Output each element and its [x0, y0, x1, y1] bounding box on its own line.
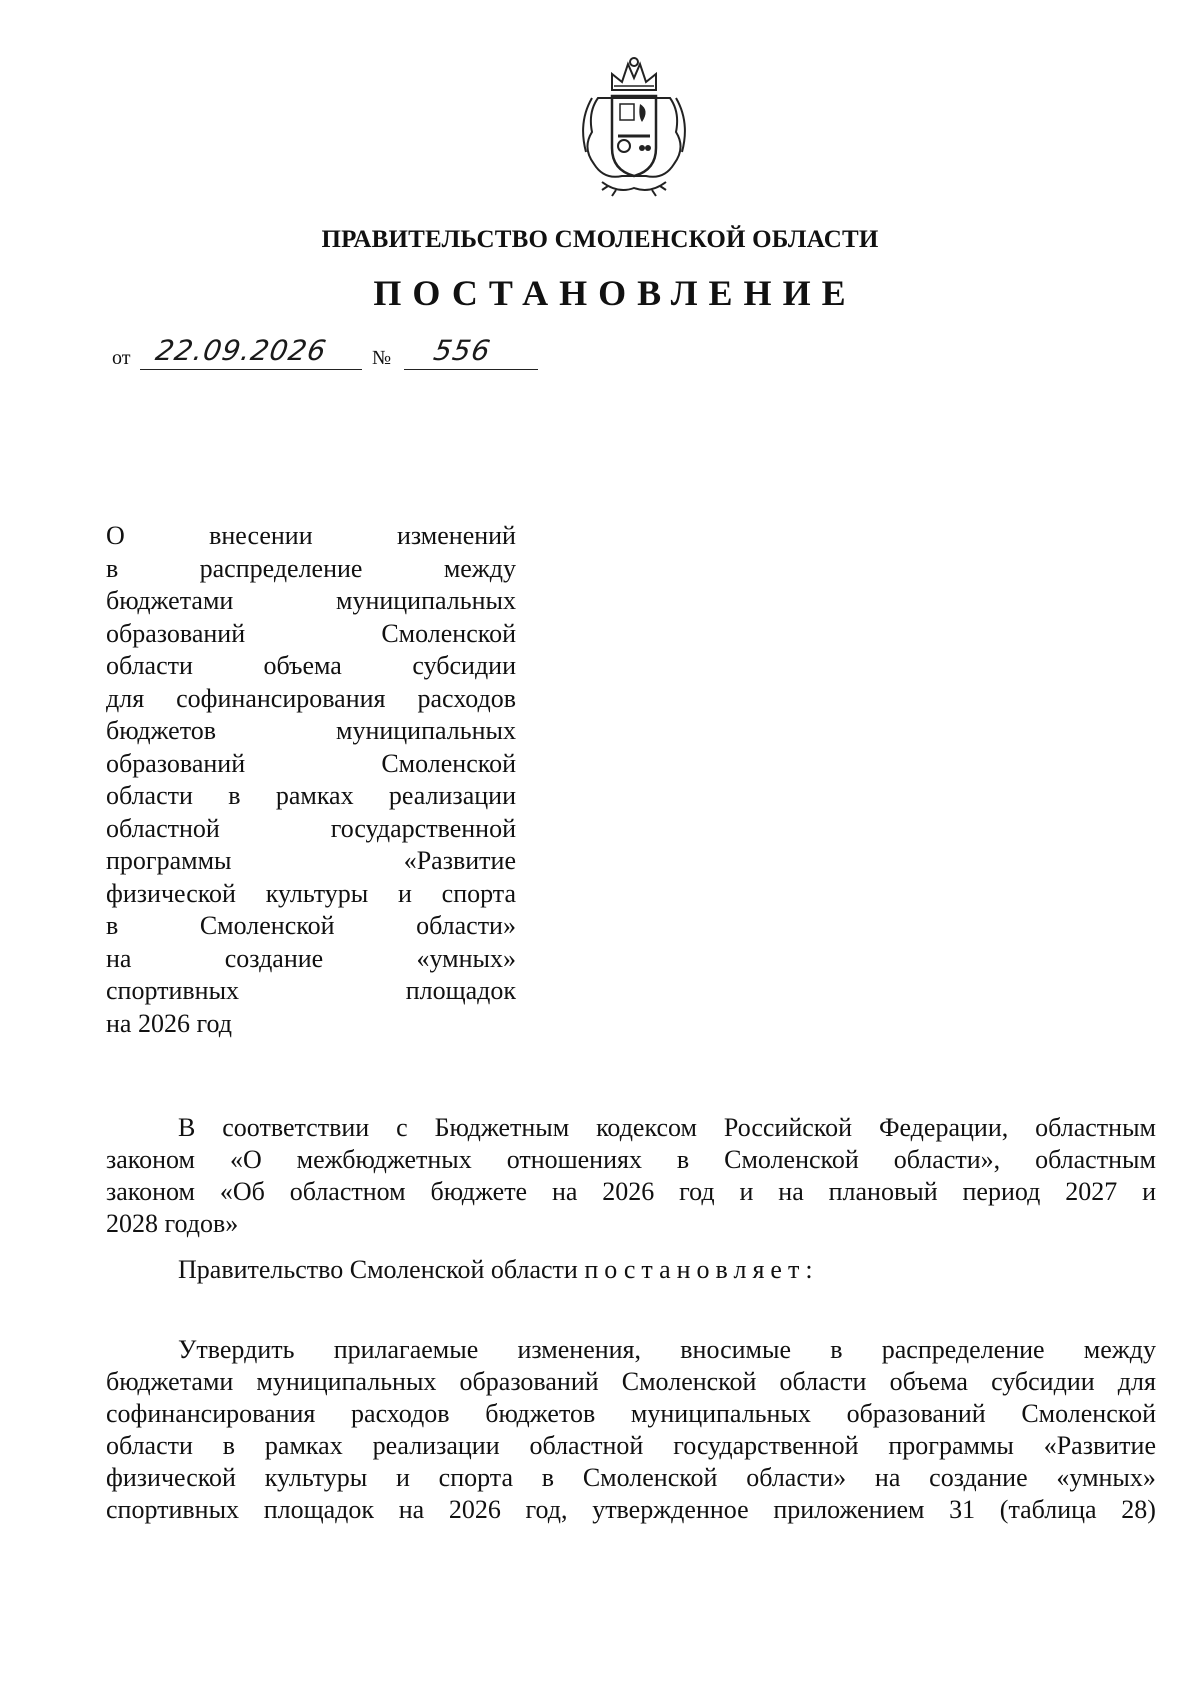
preamble-word: Российской — [723, 1113, 853, 1142]
body-word: физической — [106, 1463, 236, 1492]
subject-line — [106, 910, 516, 943]
subject-word: на — [106, 943, 132, 973]
subject-line — [106, 813, 516, 846]
body-word: между — [1083, 1335, 1156, 1364]
subject-line — [106, 878, 516, 911]
handwritten-date: 22.09.2026 — [153, 334, 330, 367]
body-line — [106, 1334, 1156, 1366]
subject-word: государственной — [330, 813, 516, 843]
document-type-title: ПОСТАНОВЛЕНИЕ — [373, 273, 857, 313]
body-word: изменения, — [517, 1335, 642, 1364]
subject-word: бюджетов — [106, 716, 217, 745]
preamble-line — [106, 1112, 1156, 1144]
subject-word: программы — [106, 846, 232, 875]
body-word: бюджетов — [485, 1399, 596, 1428]
body-word: области» — [746, 1463, 847, 1492]
subject-word: образований — [106, 618, 246, 648]
subject-word: софинансирования — [176, 683, 386, 713]
body-word: области — [106, 1431, 193, 1460]
body-word: рамках — [264, 1431, 343, 1460]
body-word: «умных» — [1056, 1463, 1156, 1492]
body-word: субсидии — [991, 1367, 1095, 1396]
body-line — [106, 1494, 1156, 1526]
subject-word: культуры — [265, 878, 369, 908]
preamble-line — [106, 1208, 1156, 1240]
body-word: на — [874, 1463, 901, 1492]
resolves-paragraph — [106, 1254, 1156, 1286]
preamble-word: и — [739, 1177, 754, 1206]
body-word: распределение — [881, 1335, 1045, 1364]
body-word: области — [779, 1367, 867, 1396]
body-word: 2026 — [448, 1495, 501, 1524]
body-line — [106, 1366, 1156, 1398]
resolves-verb: постановляет: — [584, 1255, 819, 1284]
preamble-word: на — [778, 1177, 804, 1206]
subject-word: для — [106, 683, 145, 713]
body-word: и — [395, 1463, 410, 1492]
subject-word: муниципальных — [335, 586, 516, 615]
subject-line — [106, 683, 516, 716]
body-word: программы — [888, 1431, 1014, 1460]
subject-word: между — [443, 553, 516, 583]
subject-line — [106, 553, 516, 586]
subject-line — [106, 618, 516, 651]
subject-word: рамках — [275, 781, 354, 810]
body-word: областной — [529, 1431, 644, 1460]
preamble-word: и — [1142, 1177, 1156, 1206]
preamble-word: В — [178, 1113, 196, 1142]
subject-word: изменений — [396, 521, 516, 550]
subject-line — [106, 845, 516, 878]
preamble-word: 2027 — [1065, 1177, 1118, 1206]
subject-word: спортивных — [106, 976, 240, 1005]
subject-word: области» — [416, 911, 516, 940]
subject-word: Смоленской — [381, 618, 516, 648]
preamble-word: межбюджетных — [296, 1145, 472, 1174]
body-line — [106, 1430, 1156, 1462]
body-word: для — [1117, 1367, 1156, 1396]
preamble-word: плановый — [828, 1177, 938, 1206]
body-word: «Развитие — [1043, 1431, 1156, 1460]
body-word: бюджетами — [106, 1367, 234, 1396]
subject-block — [106, 520, 516, 1040]
subject-word: муниципальных — [335, 716, 516, 745]
body-word: муниципальных — [630, 1399, 811, 1428]
resolves-line — [106, 1254, 1156, 1286]
preamble-word: законом — [106, 1177, 195, 1206]
subject-line — [106, 585, 516, 618]
body-word: спорта — [438, 1463, 513, 1492]
body-word: Смоленской — [621, 1367, 757, 1396]
body-word: год, — [525, 1495, 568, 1524]
subject-word: О — [106, 521, 125, 550]
body-word: объема — [889, 1367, 968, 1396]
subject-line — [106, 650, 516, 683]
subject-word: области — [106, 781, 193, 810]
preamble-word: Смоленской — [724, 1145, 859, 1174]
preamble-word: «О — [229, 1145, 262, 1174]
preamble-word: с — [396, 1113, 408, 1142]
body-word: в — [541, 1463, 555, 1492]
subject-word: субсидии — [412, 651, 516, 680]
preamble-word: 2026 — [602, 1177, 655, 1206]
body-word: муниципальных — [256, 1367, 437, 1396]
body-paragraph — [106, 1334, 1156, 1526]
government-title: ПРАВИТЕЛЬСТВО СМОЛЕНСКОЙ ОБЛАСТИ — [321, 226, 879, 253]
subject-line — [106, 1008, 516, 1041]
preamble-word: 2028 годов» — [106, 1209, 239, 1238]
subject-word: расходов — [417, 683, 516, 713]
subject-word: в — [228, 781, 241, 810]
subject-line — [106, 780, 516, 813]
preamble-line — [106, 1144, 1156, 1176]
body-word: софинансирования — [106, 1399, 316, 1428]
body-word: образований — [846, 1399, 986, 1428]
body-word: образований — [459, 1367, 599, 1396]
subject-word: «умных» — [416, 943, 516, 973]
body-word: Утвердить — [178, 1335, 295, 1364]
emblem-icon — [568, 52, 700, 200]
subject-word: в — [106, 553, 119, 583]
subject-word: бюджетами — [106, 586, 234, 615]
date-from-label: от — [112, 347, 131, 369]
subject-line — [106, 975, 516, 1008]
subject-line — [106, 520, 516, 553]
body-line — [106, 1462, 1156, 1494]
body-word: утвержденное — [592, 1495, 749, 1524]
preamble-paragraph — [106, 1112, 1156, 1240]
subject-word: объема — [263, 651, 342, 680]
body-word: культуры — [264, 1463, 368, 1492]
preamble-word: областным — [1035, 1145, 1156, 1174]
body-word: реализации — [372, 1431, 500, 1460]
body-line — [106, 1398, 1156, 1430]
body-word: спортивных — [106, 1495, 240, 1524]
subject-word: и — [397, 878, 412, 908]
preamble-word: Бюджетным — [434, 1113, 570, 1142]
subject-word: образований — [106, 748, 246, 778]
subject-line — [106, 715, 516, 748]
body-word: Смоленской — [1021, 1399, 1156, 1428]
body-word: (таблица — [999, 1495, 1097, 1524]
subject-word: Смоленской — [199, 911, 335, 940]
resolves-subject: Правительство Смоленской области — [178, 1255, 578, 1284]
body-word: создание — [929, 1463, 1028, 1492]
subject-word: области — [106, 651, 193, 680]
body-word: вносимые — [680, 1335, 792, 1364]
body-word: 31 — [949, 1495, 976, 1524]
preamble-word: кодексом — [596, 1113, 697, 1142]
subject-word: внесении — [209, 521, 313, 550]
number-underline — [404, 369, 538, 370]
date-underline — [140, 369, 362, 370]
preamble-line — [106, 1176, 1156, 1208]
subject-word: реализации — [388, 781, 516, 810]
preamble-word: бюджете — [430, 1177, 528, 1206]
body-word: Смоленской — [582, 1463, 718, 1492]
date-number-line — [112, 336, 542, 376]
preamble-word: областным — [1035, 1113, 1156, 1142]
body-word: приложением — [773, 1495, 925, 1524]
body-word: 28) — [1121, 1495, 1156, 1524]
subject-word: Смоленской — [381, 748, 516, 778]
subject-line — [106, 748, 516, 781]
subject-word: физической — [106, 878, 236, 908]
preamble-word: период — [962, 1177, 1041, 1206]
subject-word: «Развитие — [403, 846, 516, 875]
preamble-word: год — [679, 1177, 715, 1206]
subject-line — [106, 943, 516, 976]
preamble-word: в — [676, 1145, 690, 1174]
number-label: № — [372, 347, 392, 369]
body-word: прилагаемые — [333, 1335, 479, 1364]
preamble-word: области», — [893, 1145, 1001, 1174]
subject-word: областной — [106, 813, 220, 843]
preamble-word: отношениях — [506, 1145, 642, 1174]
subject-word: на 2026 год — [106, 1008, 232, 1038]
preamble-word: «Об — [219, 1177, 265, 1206]
body-word: площадок — [263, 1495, 375, 1524]
preamble-word: Федерации, — [878, 1113, 1009, 1142]
preamble-word: законом — [106, 1145, 195, 1174]
body-word: в — [830, 1335, 843, 1364]
preamble-word: соответствии — [222, 1113, 370, 1142]
body-word: государственной — [673, 1431, 859, 1460]
subject-word: в — [106, 911, 119, 940]
body-word: расходов — [351, 1399, 450, 1428]
preamble-word: областном — [289, 1177, 406, 1206]
coat-of-arms-emblem — [568, 52, 700, 200]
body-word: в — [222, 1431, 236, 1460]
handwritten-number: 556 — [431, 334, 494, 367]
body-word: на — [398, 1495, 425, 1524]
subject-word: создание — [224, 943, 324, 973]
subject-word: площадок — [405, 976, 516, 1005]
preamble-word: на — [551, 1177, 578, 1206]
subject-word: спорта — [441, 878, 516, 908]
subject-word: распределение — [199, 553, 363, 583]
